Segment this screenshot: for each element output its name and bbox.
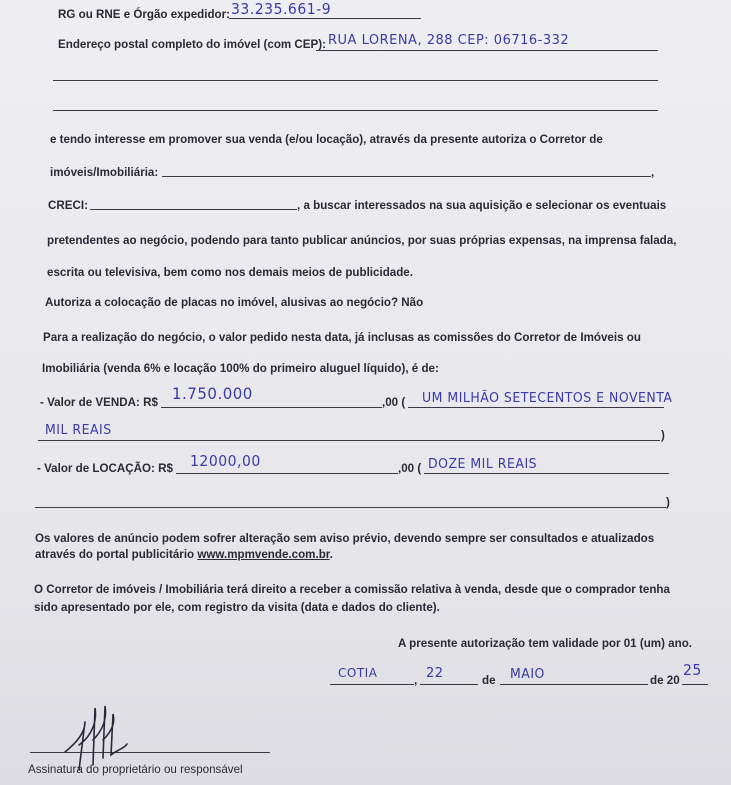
signature-label: Assinatura do proprietário ou responsável: [28, 763, 243, 776]
venda-cents: ,00 (: [382, 396, 406, 409]
venda-words-underline-1: [408, 407, 664, 408]
locacao-handwritten-value[interactable]: 12000,00: [190, 453, 261, 471]
authorization-text-3: pretendentes ao negócio, podendo para tanto publicar anúncios, por suas próprias expensas, na imprensa falada,: [47, 234, 677, 247]
anuncio-text-1: Os valores de anúncio podem sofrer alteração sem aviso prévio, devendo sempre ser consultados e atualizados: [35, 532, 655, 545]
broker-underline: [162, 176, 651, 177]
locacao-words-underline: [424, 473, 669, 474]
venda-words-underline-2: [38, 440, 660, 441]
valor-text-2: Imobiliária (venda 6% e locação 100% do primeiro aluguel líquido), é de:: [42, 362, 439, 375]
de-text-1: de: [482, 674, 496, 687]
validade-text: A presente autorização tem validade por 01 (um) ano.: [398, 637, 692, 650]
interest-text: e tendo interesse em promover sua venda (e/ou locação), através da presente autoriza o Corretor de: [50, 133, 603, 146]
locacao-handwritten-words[interactable]: DOZE MIL REAIS: [428, 455, 538, 472]
venda-close-paren: ): [661, 429, 665, 442]
year-handwritten-value[interactable]: 25: [683, 662, 702, 680]
broker-label: imóveis/Imobiliária:: [50, 166, 159, 179]
month-handwritten-value[interactable]: MAIO: [510, 665, 545, 682]
venda-handwritten-words-2[interactable]: MIL REAIS: [45, 421, 112, 438]
venda-handwritten-words-1[interactable]: UM MILHÃO SETECENTOS E NOVENTA: [422, 389, 673, 406]
authorization-text-4: escrita ou televisiva, bem como nos demais meios de publicidade.: [47, 266, 413, 279]
creci-label: CRECI:: [48, 199, 88, 212]
locacao-value-underline: [176, 473, 398, 474]
address-handwritten-value[interactable]: RUA LORENA, 288 CEP: 06716-332: [328, 32, 570, 49]
venda-value-underline: [161, 407, 382, 408]
locacao-words-underline-2: [35, 507, 666, 508]
address-underline: [316, 50, 658, 51]
comissao-text-1: O Corretor de imóveis / Imobiliária terá direito a receber a comissão relativa à venda, desde que o comprador tenha: [34, 583, 670, 596]
day-handwritten-value[interactable]: 22: [426, 665, 444, 682]
anuncio-text-2: [35, 548, 333, 561]
locacao-cents: ,00 (: [398, 462, 422, 475]
de-text-2: de 20: [650, 674, 680, 687]
venda-handwritten-value[interactable]: 1.750.000: [172, 384, 253, 404]
date-comma: ,: [414, 674, 418, 687]
rg-label: RG ou RNE e Órgão expedidor:: [58, 8, 230, 21]
anuncio-text-2a: através do portal publicitário: [35, 548, 198, 561]
valor-text-1: Para a realização do negócio, o valor pedido nesta data, já inclusas as comissões do Corretor de Imóveis ou: [43, 331, 641, 344]
venda-label: - Valor de VENDA: R$: [40, 396, 158, 409]
month-underline: [500, 684, 648, 685]
locacao-close-paren: ): [666, 496, 670, 509]
creci-text: , a buscar interessados na sua aquisição e selecionar os eventuais: [297, 199, 667, 212]
day-underline: [420, 684, 478, 685]
portal-link[interactable]: www.mpmvende.com.br: [197, 548, 330, 561]
address-label: Endereço postal completo do imóvel (com CEP):: [58, 38, 326, 51]
anuncio-text-2b: .: [329, 548, 333, 561]
rg-handwritten-value[interactable]: 33.235.661-9: [231, 1, 332, 19]
locacao-label: - Valor de LOCAÇÃO: R$: [37, 462, 173, 475]
creci-underline: [90, 209, 297, 210]
year-underline: [682, 684, 708, 685]
blank-line-2: [53, 110, 658, 111]
city-underline: [330, 684, 414, 685]
placas-text: Autoriza a colocação de placas no imóvel, alusivas ao negócio? Não: [45, 296, 424, 309]
comissao-text-2: sido apresentado por ele, com registro da visita (data e dados do cliente).: [34, 601, 440, 614]
broker-comma: ,: [651, 166, 655, 179]
blank-line-1: [53, 80, 658, 81]
city-handwritten-value[interactable]: COTIA: [338, 665, 378, 681]
